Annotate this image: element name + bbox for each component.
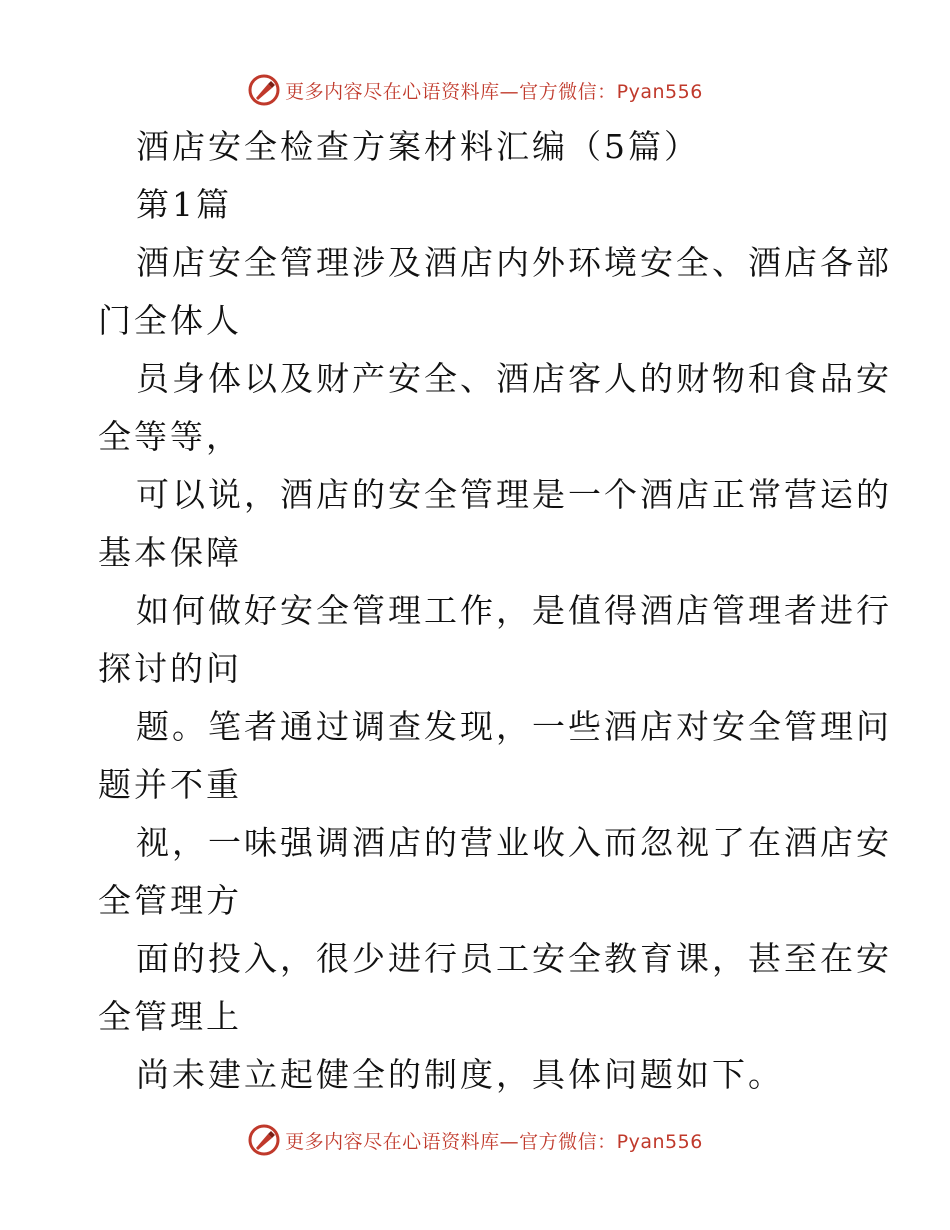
paragraph-line: 探讨的问 [98,649,242,688]
footer-banner-text: 更多内容尽在心语资料库—官方微信：Pyan556 [285,1130,703,1153]
paragraph-line: 全管理上 [98,997,242,1036]
paragraph-line: 可以说，酒店的安全管理是一个酒店正常营运的 [136,475,892,514]
header-banner-text: 更多内容尽在心语资料库—官方微信：Pyan556 [285,80,703,103]
paragraph-line: 题。笔者通过调查发现，一些酒店对安全管理问 [136,707,892,746]
paragraph-line: 酒店安全管理涉及酒店内外环境安全、酒店各部 [136,243,892,282]
paragraph-line: 如何做好安全管理工作，是值得酒店管理者进行 [136,591,892,630]
paragraph-line: 门全体人 [98,301,242,340]
section-heading: 第1篇 [136,185,232,224]
paragraph-line: 题并不重 [98,765,242,804]
document-body [98,118,892,1104]
paragraph-line: 全等等， [98,417,242,456]
pen-nib-logo-icon [247,73,281,107]
paragraph-line: 面的投入，很少进行员工安全教育课，甚至在安 [136,939,892,978]
pen-nib-logo-icon [247,1123,281,1157]
header-watermark-banner [0,70,950,110]
document-title: 酒店安全检查方案材料汇编（5篇） [136,127,700,166]
paragraph-line: 基本保障 [98,533,242,572]
paragraph-line: 全管理方 [98,881,242,920]
paragraph-line: 视，一味强调酒店的营业收入而忽视了在酒店安 [136,823,892,862]
paragraph-line: 尚未建立起健全的制度，具体问题如下。 [136,1055,784,1094]
footer-watermark-banner [0,1120,950,1160]
paragraph-line: 员身体以及财产安全、酒店客人的财物和食品安 [136,359,892,398]
